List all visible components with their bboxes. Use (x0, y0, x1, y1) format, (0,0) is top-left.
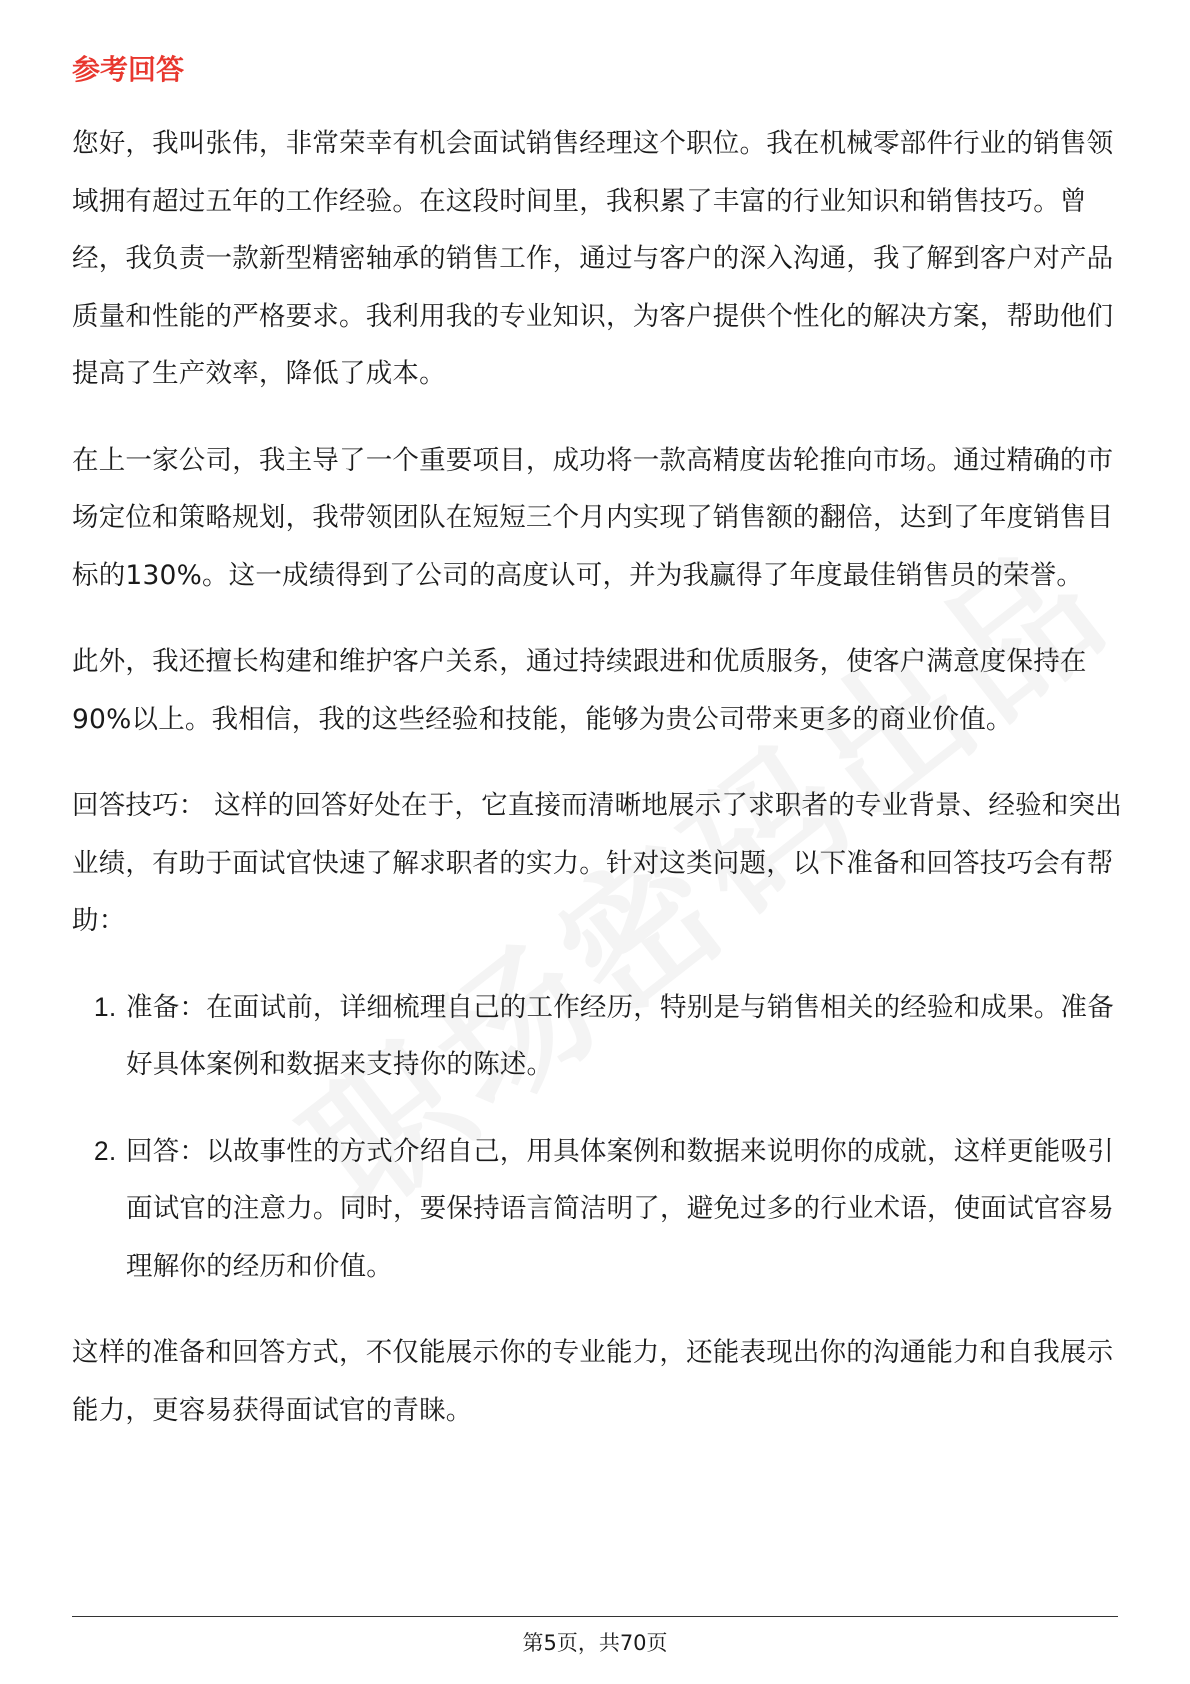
tip-item-prepare: 1. 准备：在面试前，详细梳理自己的工作经历，特别是与销售相关的经验和成果。准备好具体案例和数据来支持你的陈述。 (124, 979, 1122, 1094)
closing-paragraph: 这样的准备和回答方式，不仅能展示你的专业能力，还能表现出你的沟通能力和自我展示能力，更容易获得面试官的青睐。 (72, 1337, 1114, 1426)
answer-body (72, 115, 1122, 1468)
section-heading: 参考回答 (72, 53, 185, 86)
answer-paragraph-project: 在上一家公司，我主导了一个重要项目，成功将一款高精度齿轮推向市场。通过精确的市场定位和策略规划，我带领团队在短短三个月内实现了销售额的翻倍，达到了年度销售目标的130%。这一成绩得到了公司的高度认可，并为我赢得了年度最佳销售员的荣誉。 (72, 444, 1114, 591)
page-number: 第5页，共70页 (522, 1631, 668, 1655)
footer-divider (72, 1616, 1118, 1617)
answer-tips-intro: 回答技巧： 这样的回答好处在于，它直接而清晰地展示了求职者的专业背景、经验和突出业绩，有助于面试官快速了解求职者的实力。针对这类问题，以下准备和回答技巧会有帮助： (72, 790, 1122, 936)
tips-list (72, 979, 1122, 1296)
answer-paragraph-intro: 您好，我叫张伟，非常荣幸有机会面试销售经理这个职位。我在机械零部件行业的销售领域拥有超过五年的工作经验。在这段时间里，我积累了丰富的行业知识和销售技巧。曾经，我负责一款新型精密轴承的销售工作，通过与客户的深入沟通，我了解到客户对产品质量和性能的严格要求。我利用我的专业知识，为客户提供个性化的解决方案，帮助他们提高了生产效率，降低了成本。 (72, 128, 1114, 389)
tip-item-answer: 2. 回答：以故事性的方式介绍自己，用具体案例和数据来说明你的成就，这样更能吸引面试官的注意力。同时，要保持语言简洁明了，避免过多的行业术语，使面试官容易理解你的经历和价值。 (124, 1123, 1122, 1296)
answer-paragraph-relations: 此外，我还擅长构建和维护客户关系，通过持续跟进和优质服务，使客户满意度保持在90%以上。我相信，我的这些经验和技能，能够为贵公司带来更多的商业价值。 (72, 646, 1087, 735)
